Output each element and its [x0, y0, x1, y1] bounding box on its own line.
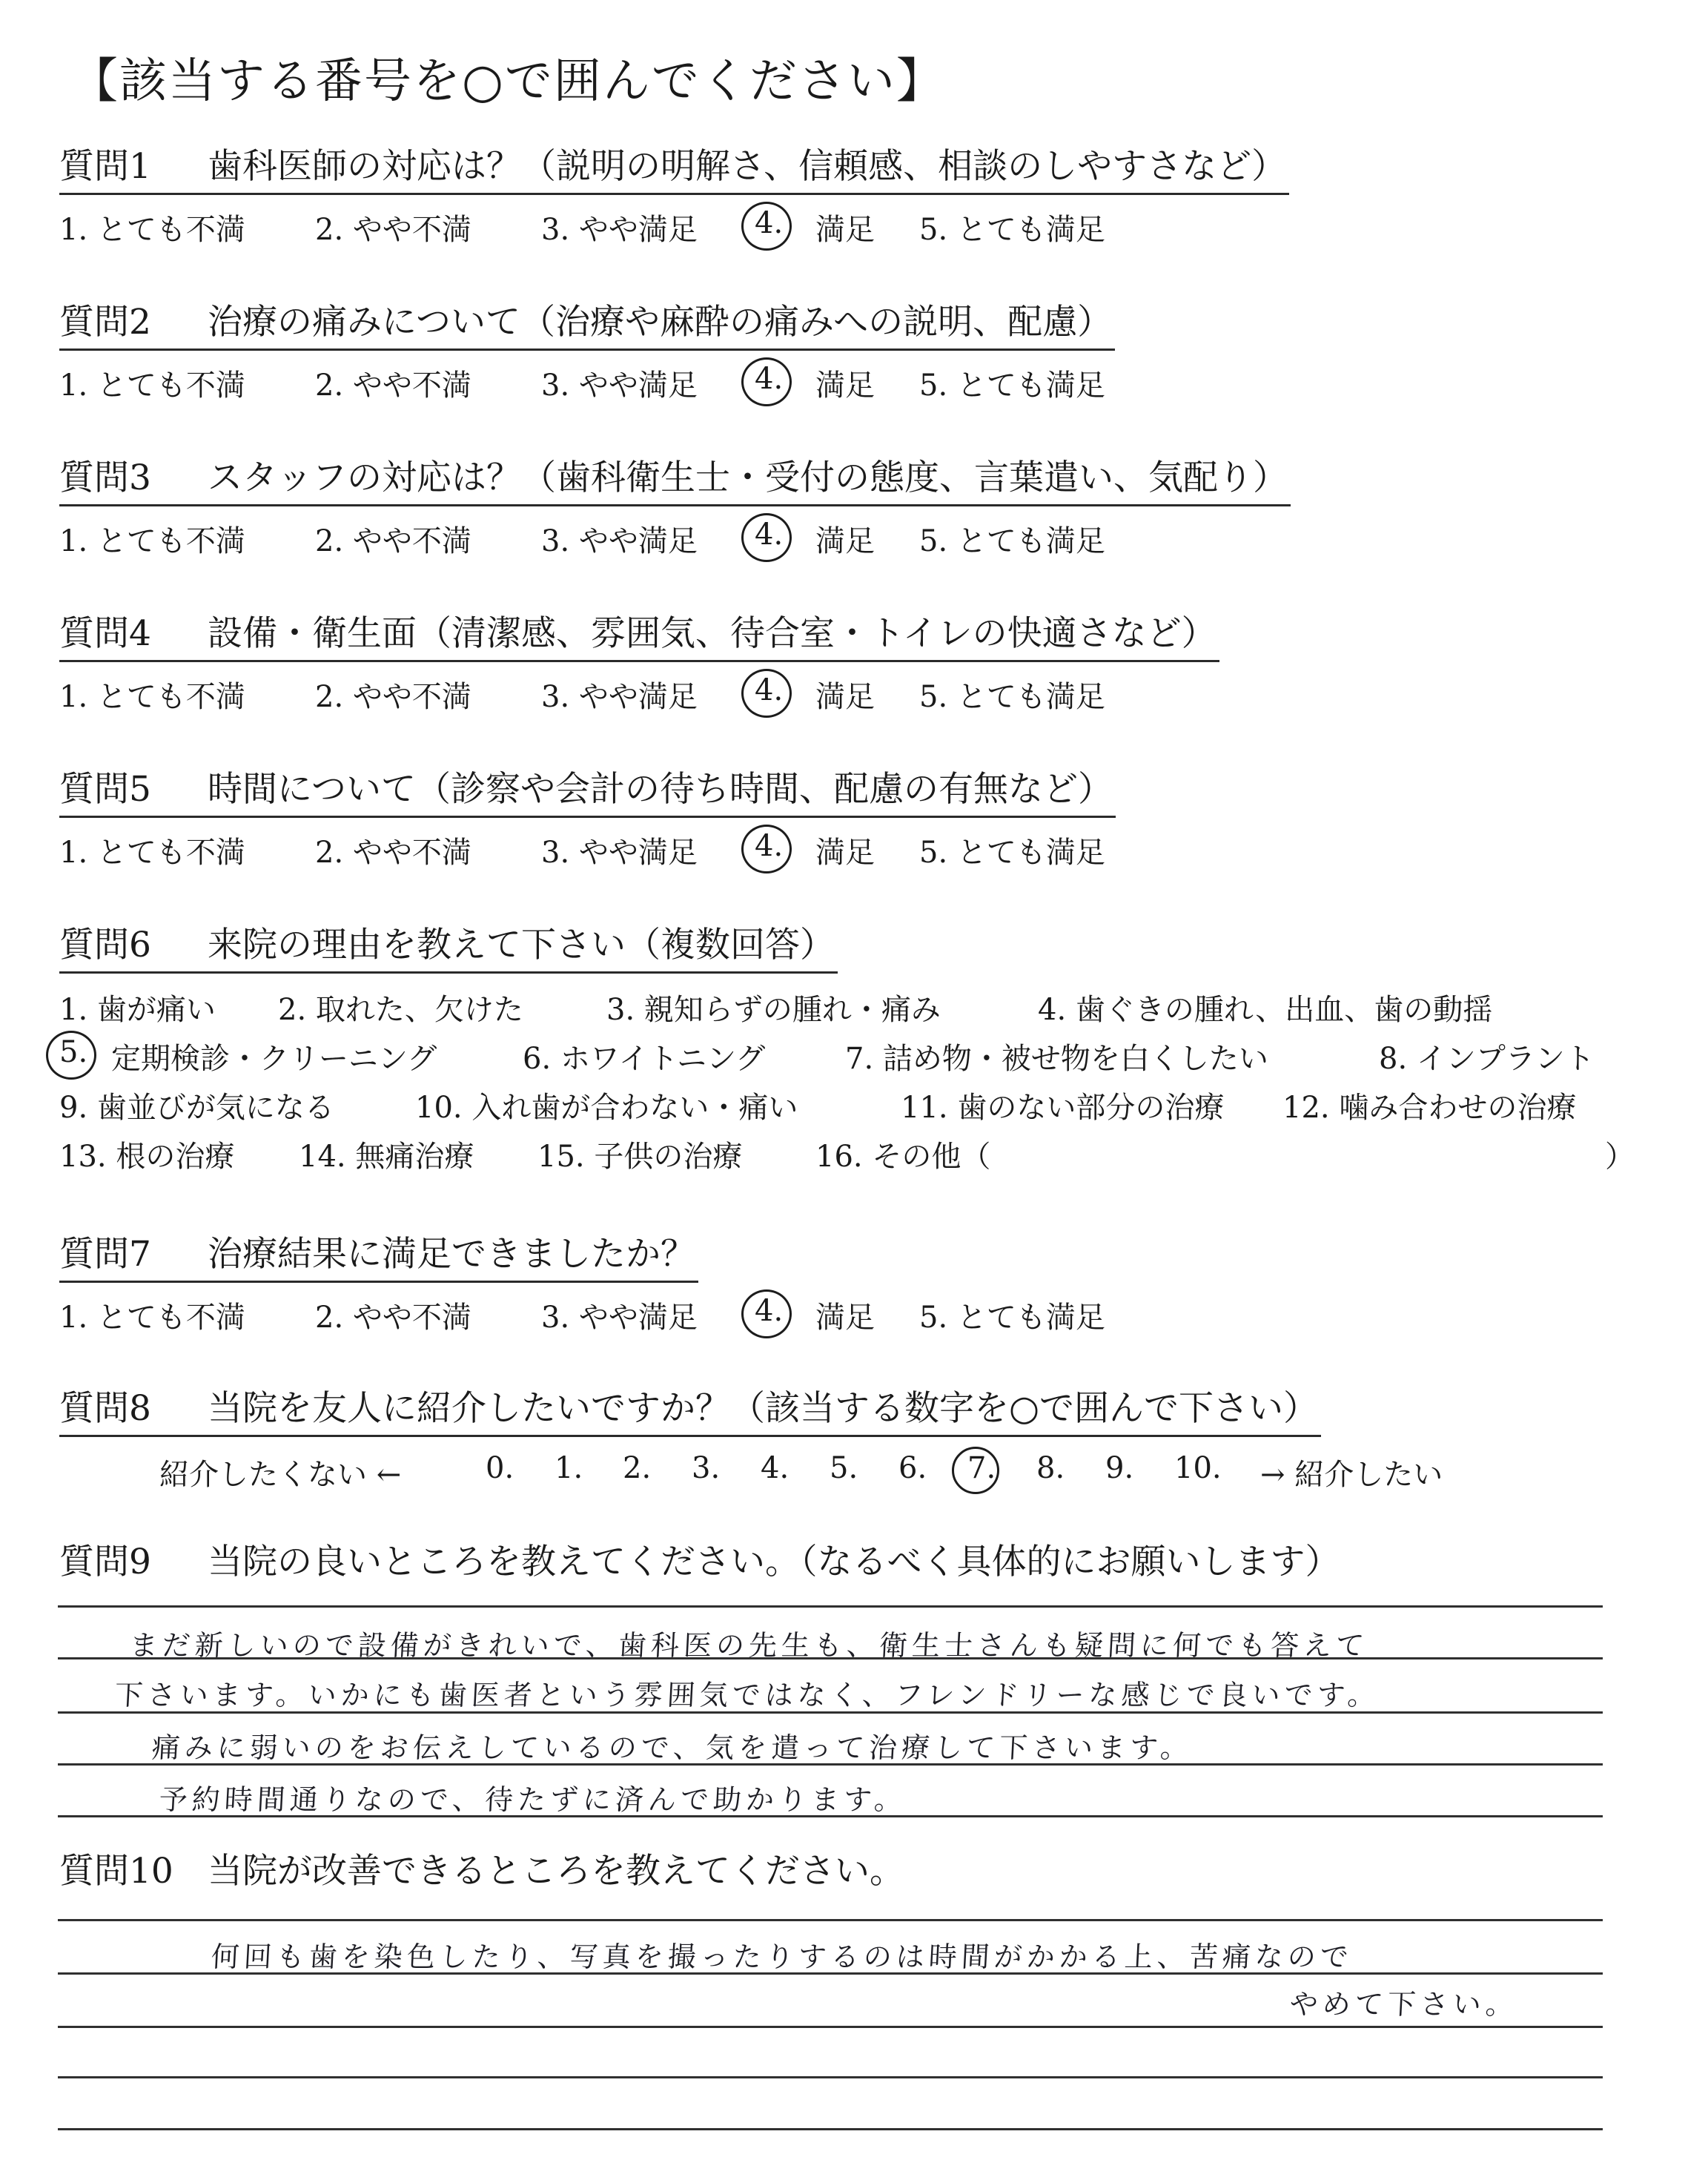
scale-option-7[interactable]: 7. — [967, 1451, 996, 1485]
question-9 — [59, 1542, 1638, 1588]
handwritten-answer-line: 何回も歯を染色したり、写真を撮ったりするのは時間がかかる上、苦痛なので — [210, 1941, 1354, 1973]
handwritten-answer-line: まだ新しいので設備がきれいで、歯科医の先生も、衛生士さんも疑問に何でも答えて — [128, 1629, 1370, 1662]
question-number: 質問6 — [59, 925, 151, 965]
question-heading — [59, 1542, 1343, 1588]
handwritten-answer-line: やめて下さい。 — [1288, 1988, 1519, 2021]
selection-circle — [952, 1447, 999, 1494]
question-text: 来院の理由を教えて下さい（複数回答） — [208, 925, 835, 965]
question-number: 質問5 — [59, 769, 151, 810]
answer-line — [58, 1605, 1603, 1608]
reason-option[interactable]: 2. 取れた、欠けた — [278, 993, 523, 1027]
answer-line — [58, 2076, 1603, 2078]
option-4-label: 満足 — [815, 369, 875, 403]
selection-circle — [46, 1031, 96, 1080]
option-2[interactable]: 2. やや不満 — [315, 836, 471, 870]
selection-circle — [741, 513, 792, 562]
answer-line — [58, 1919, 1603, 1921]
reason-option[interactable]: 16. その他（ — [815, 1140, 991, 1174]
option-3[interactable]: 3. やや満足 — [541, 680, 698, 714]
reason-option[interactable]: 5. — [59, 1035, 88, 1069]
scale-right-label: → 紹介したい — [1260, 1458, 1443, 1492]
scale-left-label: 紹介したくない ← — [159, 1458, 402, 1492]
reason-option[interactable]: 3. 親知らずの腫れ・痛み — [606, 993, 941, 1027]
option-3[interactable]: 3. やや満足 — [541, 369, 698, 403]
option-5[interactable]: 5. とても満足 — [919, 524, 1105, 558]
selection-circle — [741, 202, 792, 251]
option-4[interactable]: 4. — [755, 362, 784, 396]
selection-circle — [741, 1289, 792, 1338]
satisfaction-scale — [59, 1294, 1245, 1338]
selection-circle — [741, 357, 792, 406]
option-3[interactable]: 3. やや満足 — [541, 1301, 698, 1335]
question-text: 時間について（診察や会計の待ち時間、配慮の有無など） — [208, 769, 1113, 810]
question-number: 質問8 — [59, 1388, 151, 1429]
question-heading — [59, 770, 1116, 818]
option-4[interactable]: 4. — [755, 1294, 784, 1328]
question-8 — [59, 1388, 1638, 1492]
option-4-label: 満足 — [815, 213, 875, 247]
scale-option-4[interactable]: 4. — [761, 1451, 790, 1485]
question-number: 質問9 — [59, 1542, 151, 1582]
reason-option[interactable]: 9. 歯並びが気になる — [59, 1091, 334, 1125]
option-4[interactable]: 4. — [755, 829, 784, 863]
page-title: 【該当する番号を○で囲んでください】 — [70, 54, 945, 109]
handwritten-answer-line: 予約時間通りなので、待たずに済んで助かります。 — [158, 1783, 908, 1816]
reason-option-close: ） — [1605, 1140, 1635, 1174]
option-1[interactable]: 1. とても不満 — [59, 680, 245, 714]
question-heading — [59, 614, 1219, 662]
question-number: 質問1 — [59, 146, 151, 187]
question-text: 当院が改善できるところを教えてください。 — [208, 1851, 904, 1892]
option-1[interactable]: 1. とても不満 — [59, 369, 245, 403]
question-text: 当院の良いところを教えてください。（なるべく具体的にお願いします） — [208, 1542, 1340, 1582]
question-6 — [59, 925, 1638, 1174]
scale-option-5[interactable]: 5. — [830, 1451, 858, 1485]
satisfaction-scale — [59, 673, 1245, 718]
question-text: 治療結果に満足できましたか？ — [208, 1234, 695, 1275]
satisfaction-scale — [59, 829, 1245, 873]
question-number: 質問2 — [59, 302, 151, 343]
option-3[interactable]: 3. やや満足 — [541, 213, 698, 247]
reason-option[interactable]: 6. ホワイトニング — [523, 1042, 766, 1076]
question-heading — [59, 1852, 907, 1898]
selection-circle — [741, 669, 792, 718]
reason-option[interactable]: 11. 歯のない部分の治療 — [901, 1091, 1225, 1125]
question-heading — [59, 1389, 1321, 1437]
satisfaction-scale — [59, 362, 1245, 406]
scale-option-3[interactable]: 3. — [692, 1451, 721, 1485]
question-3 — [59, 458, 1638, 558]
question-text: 当院を友人に紹介したいですか？（該当する数字を○で囲んで下さい） — [208, 1388, 1319, 1429]
option-2[interactable]: 2. やや不満 — [315, 524, 471, 558]
reason-option[interactable]: 8. インプラント — [1379, 1042, 1595, 1076]
selection-circle — [741, 825, 792, 873]
question-heading — [59, 147, 1289, 195]
option-5[interactable]: 5. とても満足 — [919, 213, 1105, 247]
option-1[interactable]: 1. とても不満 — [59, 1301, 245, 1335]
scale-option-8[interactable]: 8. — [1036, 1451, 1065, 1485]
scale-option-9[interactable]: 9. — [1105, 1451, 1134, 1485]
question-text: スタッフの対応は？（歯科衛生士・受付の態度、言葉遣い、気配り） — [208, 458, 1288, 498]
question-7 — [59, 1234, 1638, 1335]
question-4 — [59, 613, 1638, 714]
option-5[interactable]: 5. とても満足 — [919, 1301, 1105, 1335]
scale-option-10[interactable]: 10. — [1174, 1451, 1222, 1485]
option-2[interactable]: 2. やや不満 — [315, 369, 471, 403]
reason-option[interactable]: 14. 無痛治療 — [299, 1140, 474, 1174]
question-heading — [59, 1235, 698, 1283]
question-number: 質問10 — [59, 1851, 173, 1892]
reason-option[interactable]: 4. 歯ぐきの腫れ、出血、歯の動揺 — [1038, 993, 1493, 1027]
answer-line — [58, 2026, 1603, 2028]
scale-option-2[interactable]: 2. — [623, 1451, 652, 1485]
option-3[interactable]: 3. やや満足 — [541, 836, 698, 870]
question-number: 質問4 — [59, 613, 151, 654]
option-1[interactable]: 1. とても不満 — [59, 524, 245, 558]
option-2[interactable]: 2. やや不満 — [315, 213, 471, 247]
option-5[interactable]: 5. とても満足 — [919, 680, 1105, 714]
option-2[interactable]: 2. やや不満 — [315, 680, 471, 714]
reason-option[interactable]: 1. 歯が痛い — [59, 993, 216, 1027]
option-4[interactable]: 4. — [755, 206, 784, 240]
answer-line — [58, 2128, 1603, 2130]
satisfaction-scale — [59, 518, 1245, 562]
question-number: 質問3 — [59, 458, 151, 498]
question-2 — [59, 302, 1638, 403]
reason-row-3 — [59, 1084, 1638, 1127]
question-5 — [59, 769, 1638, 870]
recommend-scale — [59, 1451, 1616, 1496]
option-4-label: 満足 — [815, 1301, 875, 1335]
question-text: 治療の痛みについて（治療や麻酔の痛みへの説明、配慮） — [208, 302, 1113, 343]
question-text: 設備・衛生面（清潔感、雰囲気、待合室・トイレの快適さなど） — [208, 613, 1217, 654]
question-heading — [59, 458, 1291, 506]
option-4-label: 満足 — [815, 524, 875, 558]
reason-row-4 — [59, 1133, 1638, 1176]
scale-option-1[interactable]: 1. — [555, 1451, 583, 1485]
option-5[interactable]: 5. とても満足 — [919, 836, 1105, 870]
satisfaction-scale — [59, 206, 1245, 251]
question-number: 質問7 — [59, 1234, 151, 1275]
reason-option[interactable]: 13. 根の治療 — [59, 1140, 235, 1174]
reason-option[interactable]: 15. 子供の治療 — [537, 1140, 743, 1174]
option-4[interactable]: 4. — [755, 673, 784, 707]
reason-option[interactable]: 12. 噛み合わせの治療 — [1282, 1091, 1577, 1125]
question-heading — [59, 925, 838, 974]
option-4-label: 満足 — [815, 680, 875, 714]
question-1 — [59, 146, 1638, 247]
option-1[interactable]: 1. とても不満 — [59, 213, 245, 247]
reason-option[interactable]: 10. 入れ歯が合わない・痛い — [415, 1091, 798, 1125]
reason-row-1 — [59, 986, 1638, 1029]
scale-option-0[interactable]: 0. — [486, 1451, 514, 1485]
option-4-label: 満足 — [815, 836, 875, 870]
handwritten-answer-line: 下さいます。いかにも歯医者という雰囲気ではなく、フレンドリーな感じで良いです。 — [113, 1679, 1381, 1711]
handwritten-answer-line: 痛みに弱いのをお伝えしているので、気を遣って治療して下さいます。 — [150, 1731, 1194, 1764]
question-text: 歯科医師の対応は？（説明の明解さ、信頼感、相談のしやすさなど） — [208, 146, 1287, 187]
scale-option-6[interactable]: 6. — [898, 1451, 927, 1485]
option-5[interactable]: 5. とても満足 — [919, 369, 1105, 403]
option-2[interactable]: 2. やや不満 — [315, 1301, 471, 1335]
reason-option-label: 定期検診・クリーニング — [111, 1042, 437, 1076]
option-1[interactable]: 1. とても不満 — [59, 836, 245, 870]
reason-row-2 — [59, 1035, 1638, 1078]
question-heading — [59, 303, 1115, 351]
option-3[interactable]: 3. やや満足 — [541, 524, 698, 558]
option-4[interactable]: 4. — [755, 518, 784, 552]
question-10 — [59, 1852, 1638, 1898]
reason-option[interactable]: 7. 詰め物・被せ物を白くしたい — [845, 1042, 1268, 1076]
